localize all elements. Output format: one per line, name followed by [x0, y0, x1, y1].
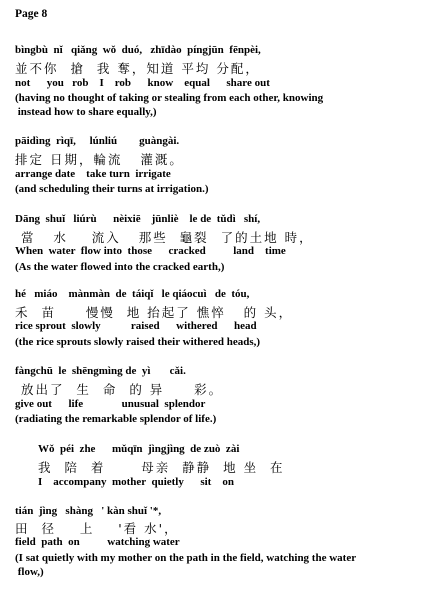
gloss-line: give out life unusual splendor	[15, 398, 206, 410]
translation-line: flow,)	[15, 566, 44, 578]
translation-line: (having no thought of taking or stealing from each other, knowing	[15, 92, 324, 104]
chinese-line: 田 径 上 '看 水'，	[15, 521, 179, 536]
pinyin-line: Wǒ péi zhe mǔqīn jìngjìng de zuò zài	[38, 443, 240, 455]
page-number: Page 8	[15, 8, 48, 20]
translation-line: (and scheduling their turns at irrigation.)	[15, 183, 209, 195]
gloss-line: I accompany mother quietly sit on	[38, 476, 234, 488]
pinyin-line: fàngchū le shēngmìng de yì cǎi.	[15, 365, 186, 377]
pinyin-line: Dāng shuǐ liúrù nèixiē jūnliè le de tǔdì shí,	[15, 213, 261, 225]
gloss-line: rice sprout slowly raised withered head	[15, 320, 257, 332]
pinyin-line: tián jìng shàng ' kàn shuǐ '*,	[15, 505, 162, 517]
translation-line: (radiating the remarkable splendor of life.)	[15, 413, 217, 425]
gloss-line: When water flow into those cracked land time	[15, 245, 286, 257]
translation-line: instead how to share equally,)	[15, 106, 157, 118]
translation-line: (the rice sprouts slowly raised their withered heads,)	[15, 336, 261, 348]
chinese-line: 放出了 生 命 的 异 彩。	[15, 382, 224, 397]
chinese-line: 排定 日期，輪流 灌溉。	[15, 152, 184, 167]
pinyin-line: hé miáo mànmàn de táiqǐ le qiáocuì de tóu,	[15, 288, 250, 300]
chinese-line: 禾 苗 慢慢 地 抬起了 憔悴 的 头，	[15, 305, 294, 320]
chinese-line: 當 水 流入 那些 龜裂 了的土地 時，	[15, 230, 314, 245]
chinese-line: 並不你 搶 我 奪，知道 平均 分配，	[15, 61, 260, 76]
gloss-line: arrange date take turn irrigate	[15, 168, 171, 180]
gloss-line: field path on watching water	[15, 536, 180, 548]
translation-line: (I sat quietly with my mother on the path in the field, watching the water	[15, 552, 357, 564]
chinese-line: 我 陪 着 母亲 静静 地 坐 在	[38, 460, 285, 475]
gloss-line: not you rob I rob know equal share out	[15, 77, 270, 89]
translation-line: (As the water flowed into the cracked earth,)	[15, 261, 225, 273]
pinyin-line: pāidìng rìqī, lúnliú guàngài.	[15, 135, 180, 147]
pinyin-line: bìngbù nǐ qiǎng wǒ duó, zhīdào píngjūn fēnpèi,	[15, 44, 261, 56]
